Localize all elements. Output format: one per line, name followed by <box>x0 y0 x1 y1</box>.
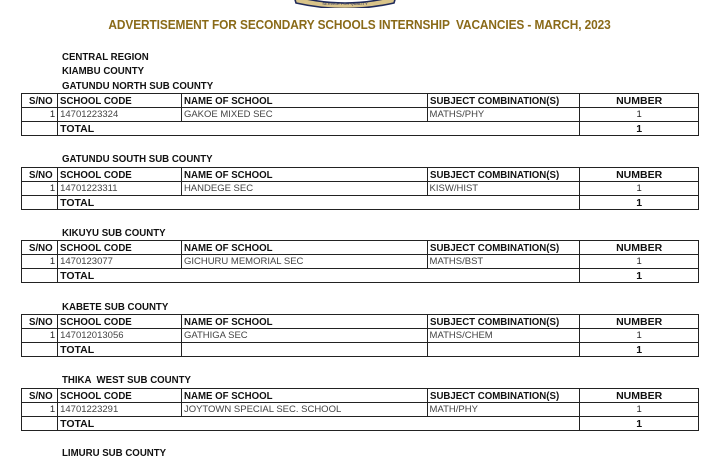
total-spacer <box>427 417 580 431</box>
header-sno: S/NO <box>22 389 58 403</box>
cell-subject: MATHS/CHEM <box>427 329 580 343</box>
table-header-row <box>22 94 699 108</box>
table-header-row <box>22 315 699 329</box>
cell-sno: 1 <box>22 255 58 269</box>
vacancy-table <box>21 240 699 283</box>
total-row <box>22 196 699 210</box>
header-sno: S/NO <box>22 94 58 108</box>
table-header-row <box>22 389 699 403</box>
header-number: NUMBER <box>580 315 699 329</box>
cell-number: 1 <box>580 108 699 122</box>
total-spacer <box>427 269 580 283</box>
cell-number: 1 <box>580 182 699 196</box>
cell-sno: 1 <box>22 182 58 196</box>
total-row <box>22 122 699 136</box>
header-school-name: NAME OF SCHOOL <box>181 315 427 329</box>
total-spacer <box>181 122 427 136</box>
table-row <box>22 255 699 269</box>
subcounty-heading: GATUNDU NORTH SUB COUNTY <box>62 80 214 92</box>
header-subject: SUBJECT COMBINATION(S) <box>427 241 580 255</box>
header-school-code: SCHOOL CODE <box>58 315 182 329</box>
subcounty-heading: GATUNDU SOUTH SUB COUNTY <box>62 153 213 165</box>
cell-school-name: JOYTOWN SPECIAL SEC. SCHOOL <box>181 403 427 417</box>
cell-school-code: 14701223311 <box>58 182 182 196</box>
total-spacer <box>181 343 427 357</box>
header-number: NUMBER <box>580 389 699 403</box>
cell-number: 1 <box>580 403 699 417</box>
cell-school-code: 1470123077 <box>58 255 182 269</box>
subcounty-heading: THIKA WEST SUB COUNTY <box>62 374 191 386</box>
total-spacer <box>427 196 580 210</box>
table-row <box>22 108 699 122</box>
table-row <box>22 329 699 343</box>
subcounty-heading: KABETE SUB COUNTY <box>62 301 169 313</box>
total-value: 1 <box>580 196 699 210</box>
total-label: TOTAL <box>58 343 182 357</box>
total-spacer <box>427 343 580 357</box>
vacancy-table <box>21 93 699 136</box>
cell-school-name: GICHURU MEMORIAL SEC <box>181 255 427 269</box>
table-row <box>22 182 699 196</box>
vacancy-table <box>21 388 699 431</box>
cell-school-code: 14701223291 <box>58 403 182 417</box>
total-value: 1 <box>580 417 699 431</box>
vacancy-table <box>21 167 699 210</box>
header-school-code: SCHOOL CODE <box>58 389 182 403</box>
total-value: 1 <box>580 343 699 357</box>
header-school-code: SCHOOL CODE <box>58 241 182 255</box>
cell-subject: MATH/PHY <box>427 403 580 417</box>
header-sno: S/NO <box>22 168 58 182</box>
cell-subject: MATHS/BST <box>427 255 580 269</box>
cell-number: 1 <box>580 255 699 269</box>
cell-subject: KISW/HIST <box>427 182 580 196</box>
header-sno: S/NO <box>22 315 58 329</box>
subcounty-heading: LIMURU SUB COUNTY <box>62 447 167 459</box>
total-label: TOTAL <box>58 269 182 283</box>
header-number: NUMBER <box>580 168 699 182</box>
county-heading: KIAMBU COUNTY <box>62 65 145 77</box>
total-row <box>22 269 699 283</box>
header-school-name: NAME OF SCHOOL <box>181 168 427 182</box>
header-subject: SUBJECT COMBINATION(S) <box>427 389 580 403</box>
header-school-code: SCHOOL CODE <box>58 94 182 108</box>
total-spacer <box>181 269 427 283</box>
table-header-row <box>22 168 699 182</box>
cell-number: 1 <box>580 329 699 343</box>
total-row <box>22 417 699 431</box>
cell-school-code: 14701223324 <box>58 108 182 122</box>
total-blank <box>22 196 58 210</box>
total-value: 1 <box>580 122 699 136</box>
total-row <box>22 343 699 357</box>
header-school-name: NAME OF SCHOOL <box>181 94 427 108</box>
subcounty-heading: KIKUYU SUB COUNTY <box>62 227 166 239</box>
header-subject: SUBJECT COMBINATION(S) <box>427 168 580 182</box>
document-title: ADVERTISEMENT FOR SECONDARY SCHOOLS INTERNSHIP VACANCIES - MARCH, 2023 <box>108 17 611 32</box>
total-spacer <box>427 122 580 136</box>
table-row <box>22 403 699 417</box>
region-heading: CENTRAL REGION <box>62 51 149 63</box>
table-header-row <box>22 241 699 255</box>
emblem-banner-icon <box>292 0 398 8</box>
header-school-name: NAME OF SCHOOL <box>181 389 427 403</box>
header-subject: SUBJECT COMBINATION(S) <box>427 315 580 329</box>
header-school-name: NAME OF SCHOOL <box>181 241 427 255</box>
total-spacer <box>181 417 427 431</box>
total-label: TOTAL <box>58 122 182 136</box>
total-value: 1 <box>580 269 699 283</box>
total-blank <box>22 269 58 283</box>
cell-school-name: GATHIGA SEC <box>181 329 427 343</box>
cell-sno: 1 <box>22 108 58 122</box>
header-sno: S/NO <box>22 241 58 255</box>
total-blank <box>22 417 58 431</box>
total-label: TOTAL <box>58 417 182 431</box>
cell-school-code: 147012013056 <box>58 329 182 343</box>
vacancy-table <box>21 314 699 357</box>
cell-school-name: GAKOE MIXED SEC <box>181 108 427 122</box>
header-subject: SUBJECT COMBINATION(S) <box>427 94 580 108</box>
total-label: TOTAL <box>58 196 182 210</box>
cell-school-name: HANDEGE SEC <box>181 182 427 196</box>
header-school-code: SCHOOL CODE <box>58 168 182 182</box>
total-spacer <box>181 196 427 210</box>
total-blank <box>22 343 58 357</box>
cell-sno: 1 <box>22 329 58 343</box>
logo-text: SERVICE FOR QUALITY <box>322 1 368 6</box>
cell-subject: MATHS/PHY <box>427 108 580 122</box>
header-number: NUMBER <box>580 241 699 255</box>
cell-sno: 1 <box>22 403 58 417</box>
total-blank <box>22 122 58 136</box>
header-number: NUMBER <box>580 94 699 108</box>
